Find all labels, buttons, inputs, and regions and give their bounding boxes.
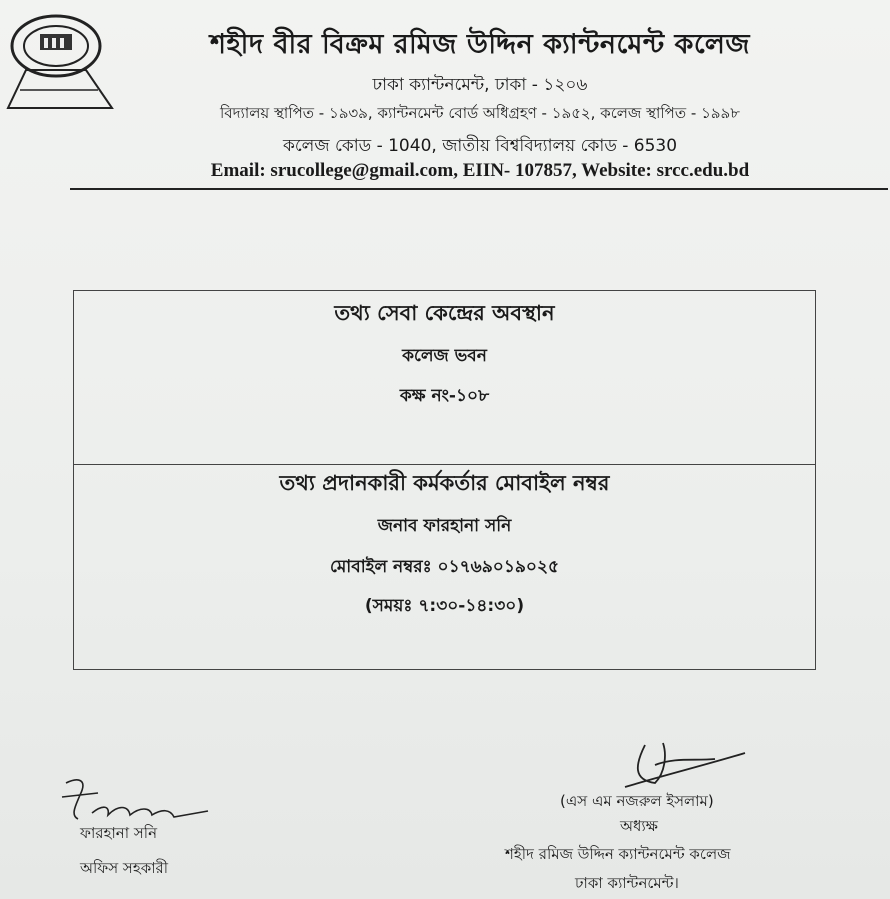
right-signer-college: শহীদ রমিজ উদ্দিন ক্যান্টনমেন্ট কলেজ — [505, 845, 731, 863]
college-logo — [6, 8, 118, 128]
info-service-box — [73, 290, 816, 670]
officer-name: জনাব ফারহানা সনি — [377, 516, 512, 536]
room-number: কক্ষ নং-১০৮ — [399, 386, 490, 406]
college-codes: কলেজ কোড - 1040, জাতীয় বিশ্ববিদ্যালয় কোড - 6530 — [282, 136, 678, 156]
right-signer-name: (এস এম নজরুল ইসলাম) — [560, 792, 714, 810]
building-name: কলেজ ভবন — [402, 346, 487, 366]
box-divider — [74, 464, 815, 465]
left-signer-role: অফিস সহকারী — [80, 859, 169, 877]
left-signer-name: ফারহানা সনি — [80, 824, 158, 842]
college-name: শহীদ বীর বিক্রম রমিজ উদ্দিন ক্যান্টনমেন্ট কলেজ — [210, 29, 750, 60]
right-signer-place: ঢাকা ক্যান্টনমেন্ট। — [575, 874, 679, 892]
office-hours: (সময়ঃ ৭:৩০-১৪:৩০) — [364, 596, 525, 616]
right-signature — [605, 735, 755, 795]
contact-line: Email: srucollege@gmail.com, EIIN- 107857, Website: srcc.edu.bd — [210, 160, 750, 181]
left-signature — [58, 775, 228, 825]
right-signer-role: অধ্যক্ষ — [620, 817, 658, 835]
location-heading: তথ্য সেবা কেন্দ্রের অবস্থান — [334, 301, 555, 325]
establishment-history: বিদ্যালয় স্থাপিত - ১৯৩৯, ক্যান্টনমেন্ট বোর্ড অধিগ্রহণ - ১৯৫২, কলেজ স্থাপিত - ১৯৯৮ — [220, 104, 740, 122]
header-divider — [70, 188, 888, 190]
officer-heading: তথ্য প্রদানকারী কর্মকর্তার মোবাইল নম্বর — [279, 471, 610, 495]
officer-mobile: মোবাইল নম্বরঃ ০১৭৬৯০১৯০২৫ — [329, 557, 560, 577]
college-address: ঢাকা ক্যান্টনমেন্ট, ঢাকা - ১২০৬ — [372, 75, 588, 95]
